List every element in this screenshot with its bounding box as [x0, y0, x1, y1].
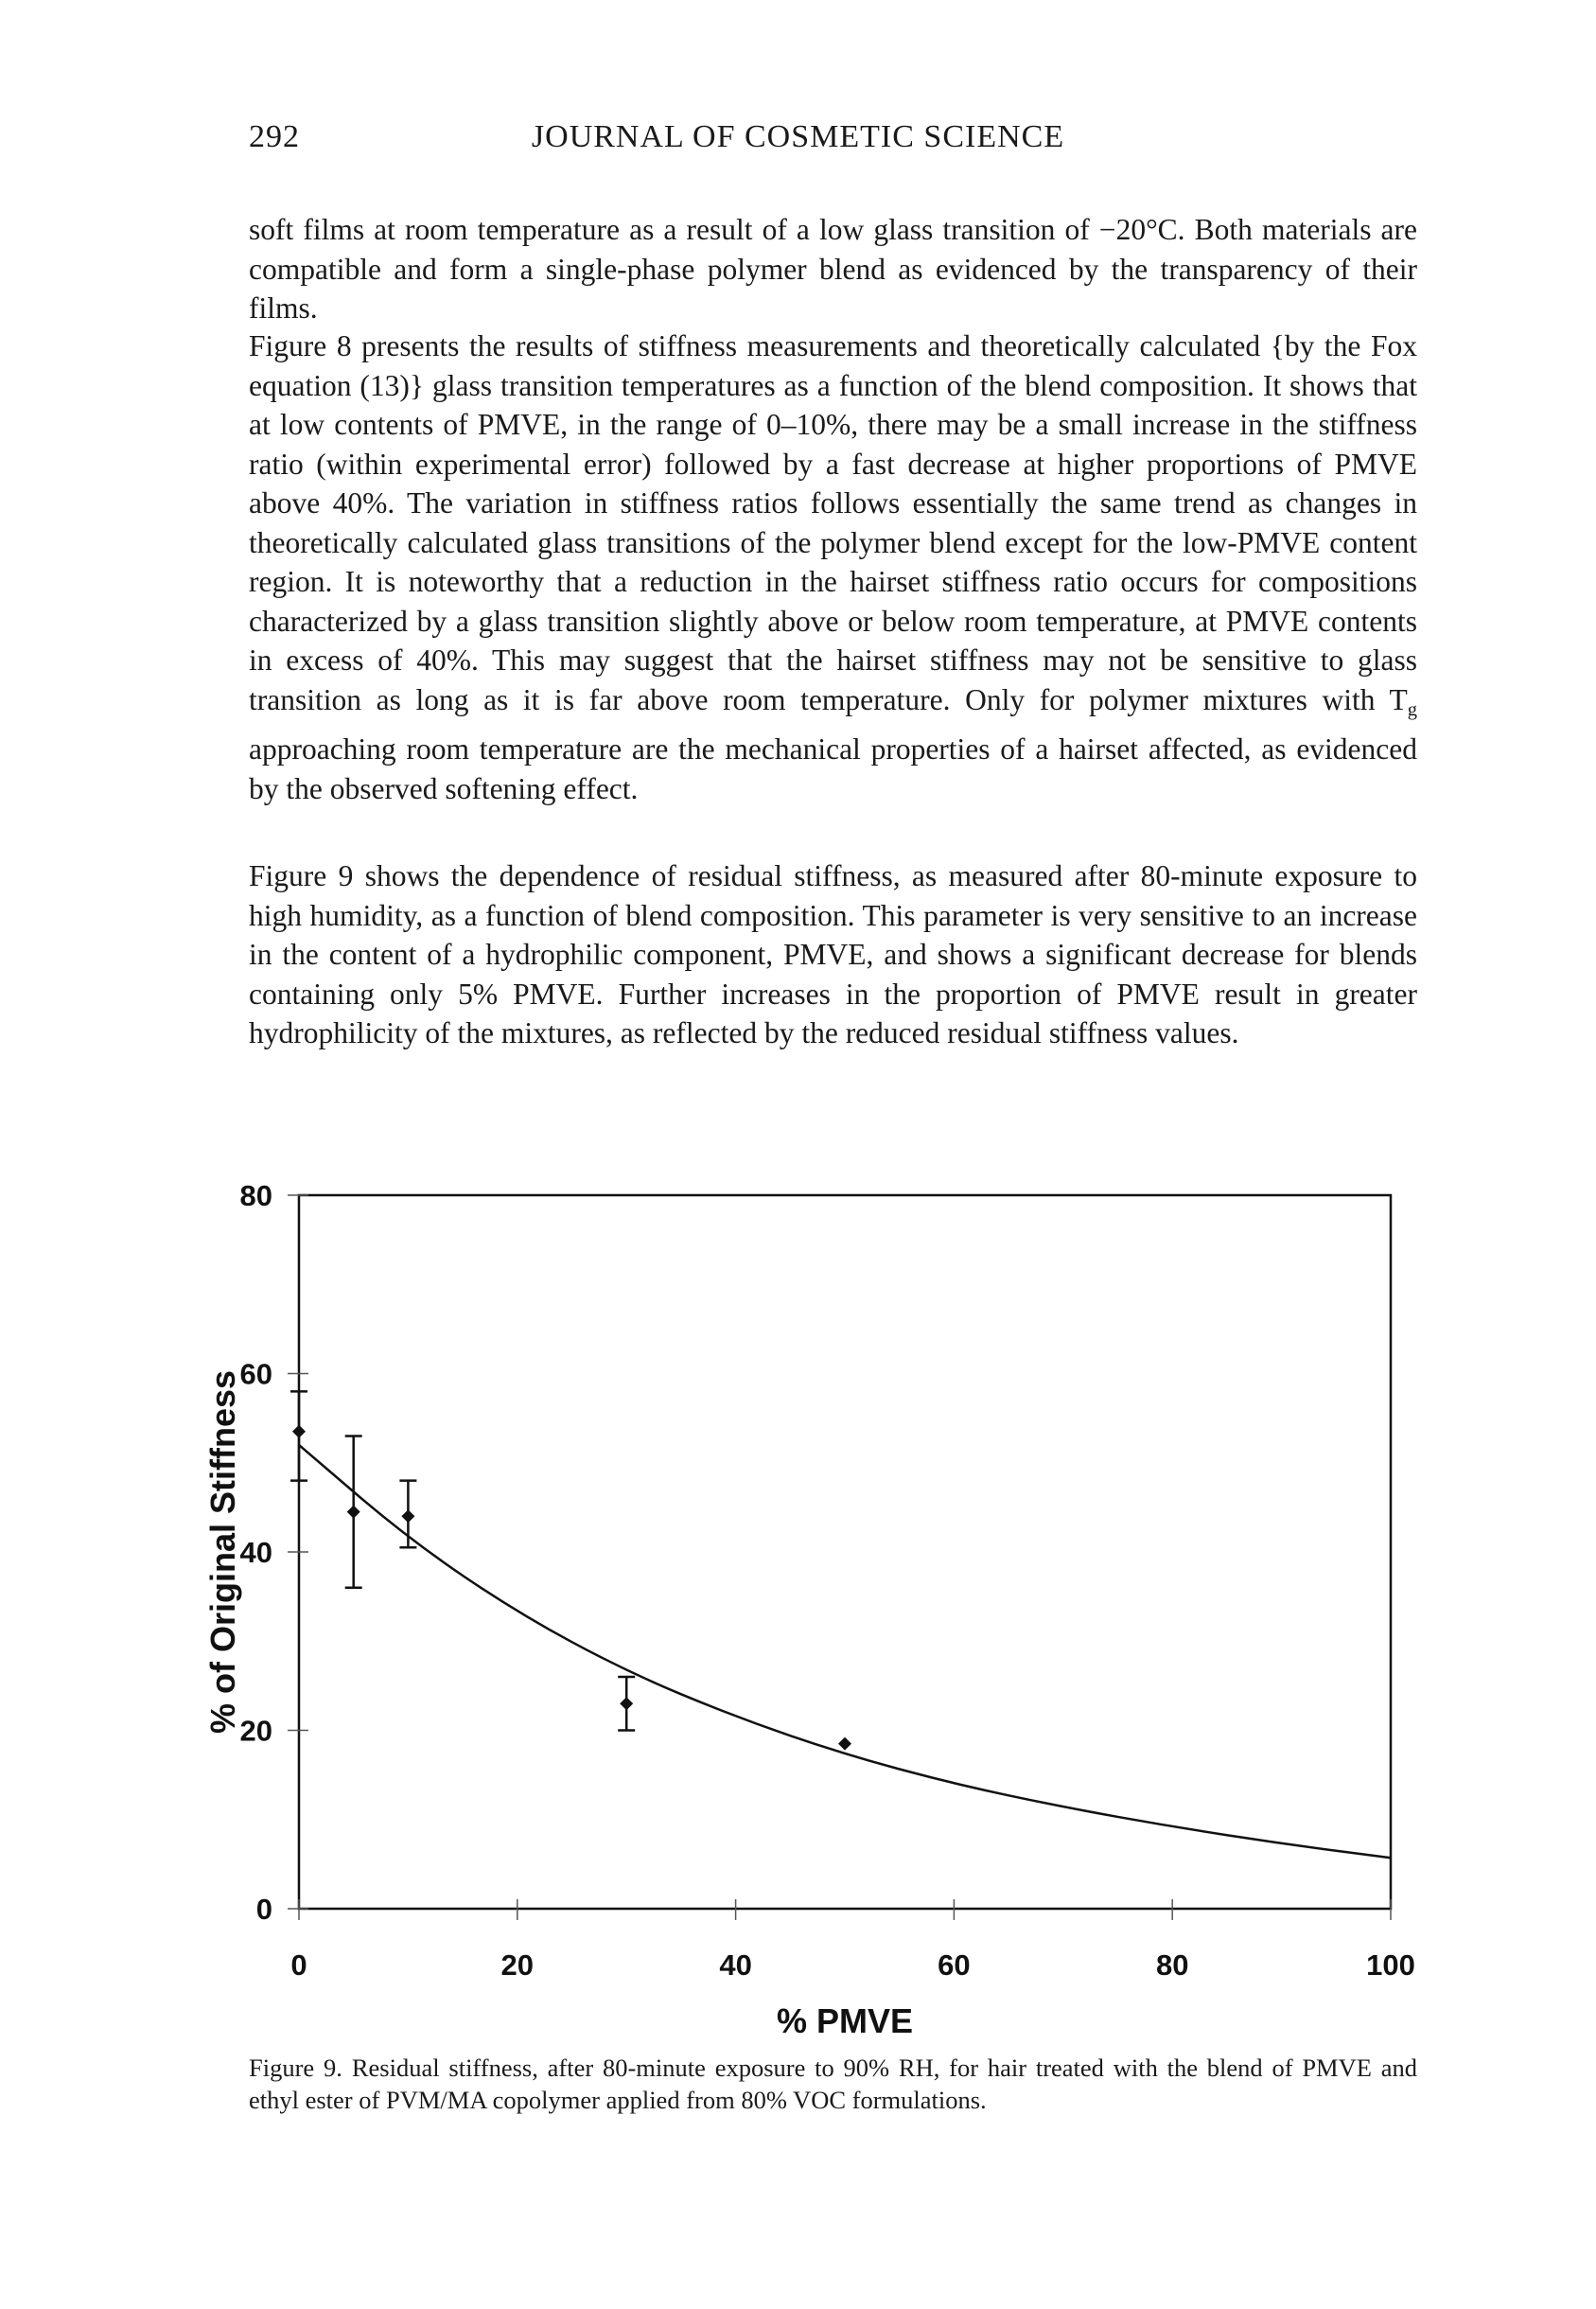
diamond-marker-icon: [347, 1506, 360, 1519]
paragraph-1: soft films at room temperature as a result of a low glass transition of −20°C. Both materials are compatible and form a single-phase polymer blend as evidenced by the transparency of their films.: [249, 213, 1417, 325]
x-tick-label: 0: [290, 1948, 307, 1982]
figure-caption-text: Residual stiffness, after 80-minute exposure to 90% RH, for hair treated with the blend of PMVE and ethyl ester of PVM/MA copolymer applied from 80% VOC formulations.: [249, 2053, 1417, 2114]
y-tick-label: 60: [239, 1357, 272, 1391]
diamond-marker-icon: [838, 1737, 851, 1751]
x-tick-label: 40: [719, 1948, 752, 1982]
plot-frame: [299, 1195, 1391, 1909]
y-tick-label: 80: [239, 1179, 272, 1212]
data-point: [290, 1391, 307, 1480]
paragraph-2-tail: approaching room temperature are the mechanical properties of a hairset affected, as evidenced by the observed softening effect.: [249, 732, 1417, 805]
y-tick-label: 40: [239, 1536, 272, 1569]
y-axis-tick-labels: [240, 1179, 272, 1926]
data-point: [399, 1481, 416, 1548]
x-tick-label: 60: [938, 1948, 971, 1982]
data-point: [345, 1436, 362, 1587]
fit-curve-line: [299, 1445, 1391, 1858]
data-point: [618, 1677, 635, 1731]
y-tick-label: 0: [255, 1893, 272, 1926]
paragraph-3: Figure 9 shows the dependence of residual stiffness, as measured after 80-minute exposure to high humidity, as a function of blend composition. This parameter is very sensitive to an increase in the content of a hydrophilic component, PMVE, and shows a significant decrease for blends containing only 5% PMVE. Further increases in the proportion of PMVE result in greater hydrophilicity of the mixtures, as reflected by the reduced residual stiffness values.: [249, 859, 1417, 1049]
diamond-marker-icon: [292, 1425, 306, 1438]
x-tick-label: 100: [1366, 1948, 1415, 1982]
tg-subscript: g: [1407, 698, 1417, 720]
x-tick-label: 20: [500, 1948, 535, 1982]
x-axis-title: % PMVE: [776, 2001, 914, 2040]
running-head: JOURNAL OF COSMETIC SCIENCE: [531, 119, 1065, 154]
page-number: 292: [249, 119, 300, 154]
diamond-marker-icon: [401, 1509, 414, 1523]
x-axis-tick-labels: [290, 1948, 1414, 1982]
figure-caption: [249, 2052, 1417, 2116]
x-tick-label: 80: [1155, 1948, 1189, 1982]
y-axis-title: % of Original Stiffness: [203, 1369, 242, 1735]
diamond-marker-icon: [620, 1697, 633, 1710]
data-point: [838, 1737, 851, 1751]
data-points: [290, 1391, 851, 1750]
paragraph-2: [249, 326, 1417, 808]
y-tick-label: 20: [239, 1714, 272, 1748]
figure-label: Figure 9.: [249, 2053, 342, 2082]
paragraph-2-text: Figure 8 presents the results of stiffness measurements and theoretically calculated {by the Fox equation (13)} glass transition temperatures as a function of the blend composition. It shows that at low contents of PMVE, in the range of 0–10%, there may be a small increase in the stiffness ratio (within experimental error) followed by a fast decrease at higher proportions of PMVE above 40%. The variation in stiffness ratios follows essentially the same trend as changes in theoretically calculated glass transitions of the polymer blend except for the low-PMVE content region. It is noteworthy that a reduction in the hairset stiffness ratio occurs for compositions characterized by a glass transition slightly above or below room temperature, at PMVE contents in excess of 40%. This may suggest that the hairset stiffness may not be sensitive to glass transition as long as it is far above room temperature. Only for polymer mixtures with T: [249, 329, 1417, 716]
